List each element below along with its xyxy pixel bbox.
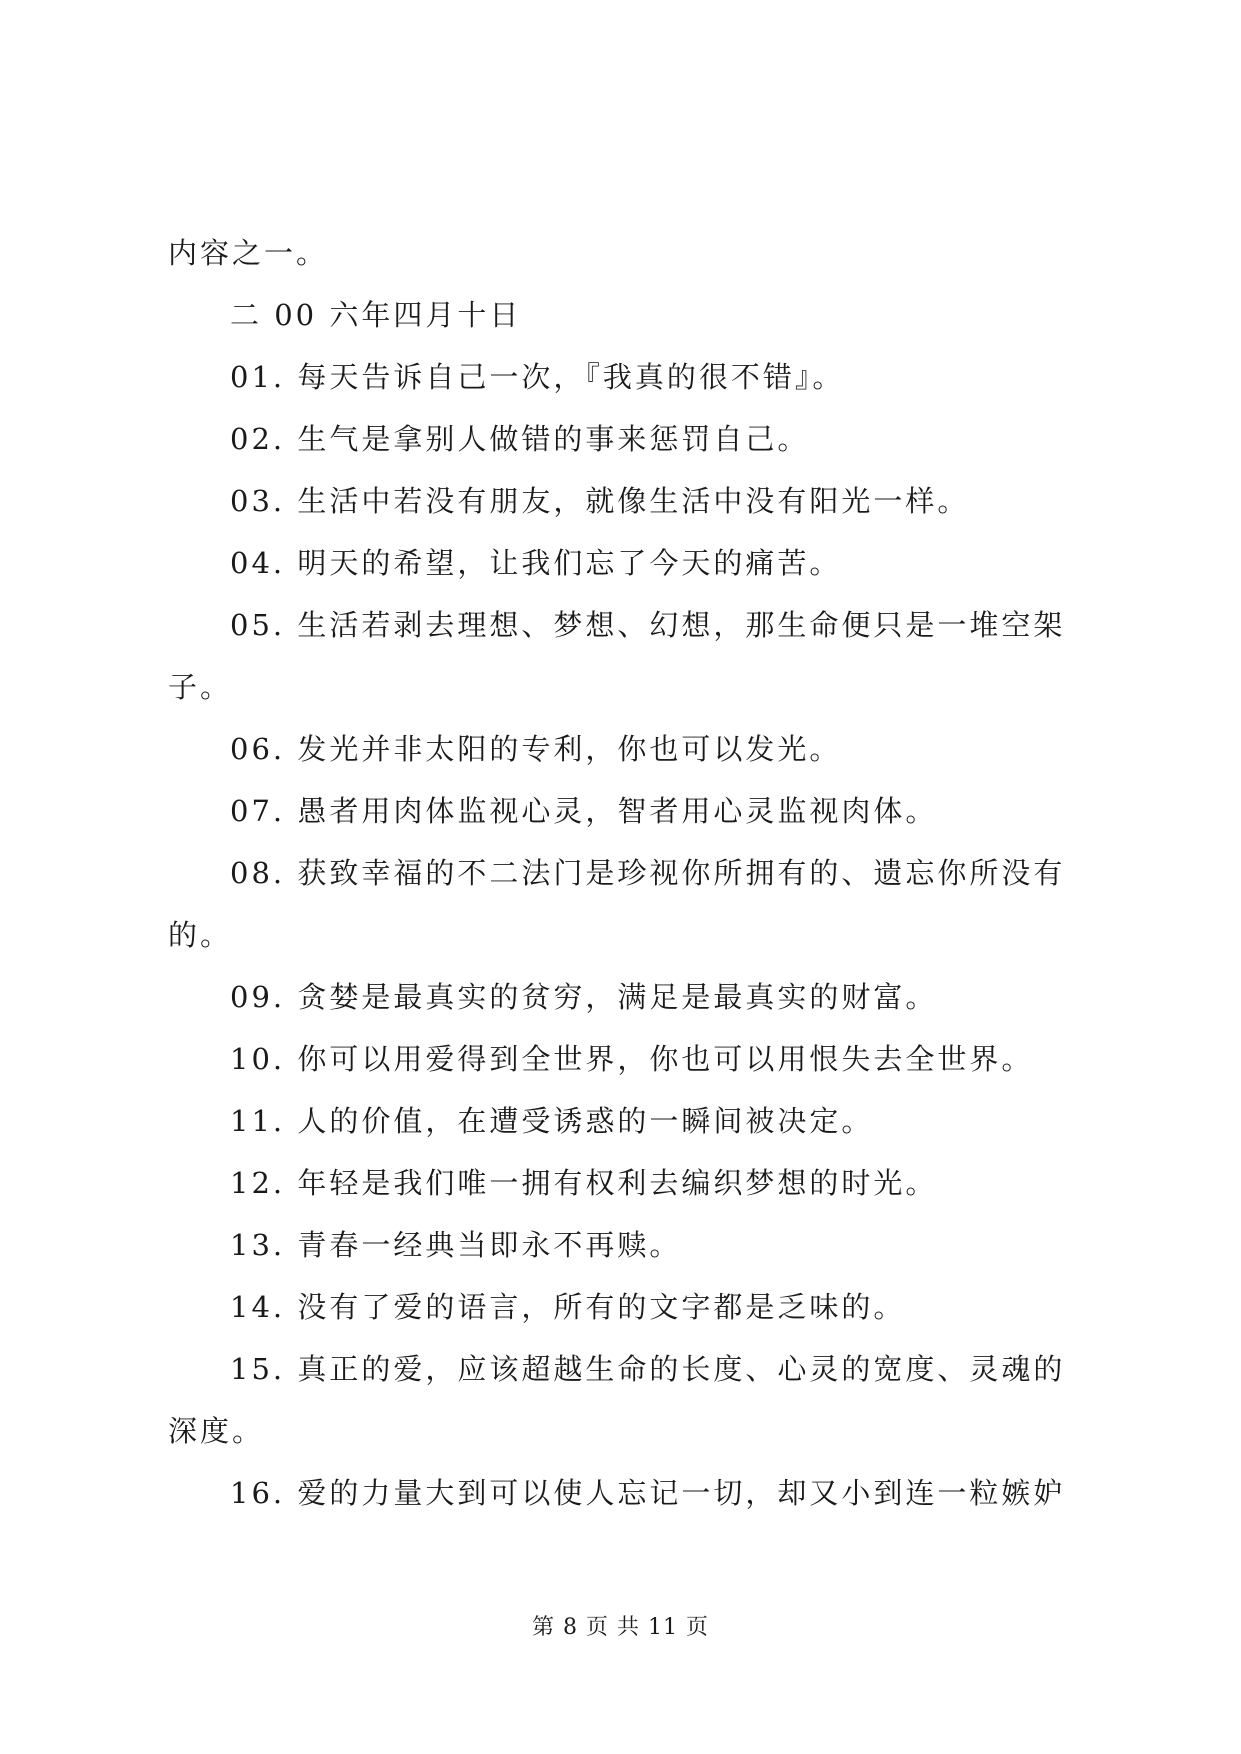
quote-15-continuation: 深度。 <box>168 1414 265 1448</box>
quote-03: 03. 生活中若没有朋友，就像生活中没有阳光一样。 <box>230 484 970 518</box>
quote-10: 10. 你可以用爱得到全世界，你也可以用恨失去全世界。 <box>230 1042 1034 1076</box>
quote-16: 16. 爱的力量大到可以使人忘记一切，却又小到连一粒嫉妒 <box>230 1476 1066 1510</box>
quote-08-continuation: 的。 <box>168 918 233 952</box>
page-number: 第 8 页 共 11 页 <box>532 1615 709 1640</box>
quote-15: 15. 真正的爱，应该超越生命的长度、心灵的宽度、灵魂的 <box>230 1352 1066 1386</box>
quote-05-continuation: 子。 <box>168 670 233 704</box>
quote-09: 09. 贪婪是最真实的贫穷，满足是最真实的财富。 <box>230 980 938 1014</box>
date-line: 二 00 六年四月十日 <box>230 298 522 332</box>
quote-06: 06. 发光并非太阳的专利，你也可以发光。 <box>230 732 842 766</box>
quote-11: 11. 人的价值，在遭受诱惑的一瞬间被决定。 <box>230 1104 874 1138</box>
quote-13: 13. 青春一经典当即永不再赎。 <box>230 1228 682 1262</box>
quote-04: 04. 明天的希望，让我们忘了今天的痛苦。 <box>230 546 842 580</box>
quote-02: 02. 生气是拿别人做错的事来惩罚自己。 <box>230 422 810 456</box>
quote-08: 08. 获致幸福的不二法门是珍视你所拥有的、遗忘你所没有 <box>230 856 1066 890</box>
quote-07: 07. 愚者用肉体监视心灵，智者用心灵监视肉体。 <box>230 794 938 828</box>
quote-14: 14. 没有了爱的语言，所有的文字都是乏味的。 <box>230 1290 906 1324</box>
document-body <box>168 232 1088 1534</box>
quote-05: 05. 生活若剥去理想、梦想、幻想，那生命便只是一堆空架 <box>230 608 1066 642</box>
quote-12: 12. 年轻是我们唯一拥有权利去编织梦想的时光。 <box>230 1166 938 1200</box>
quote-01: 01. 每天告诉自己一次，『我真的很不错』。 <box>230 360 845 394</box>
text-line: 内容之一。 <box>168 236 329 270</box>
